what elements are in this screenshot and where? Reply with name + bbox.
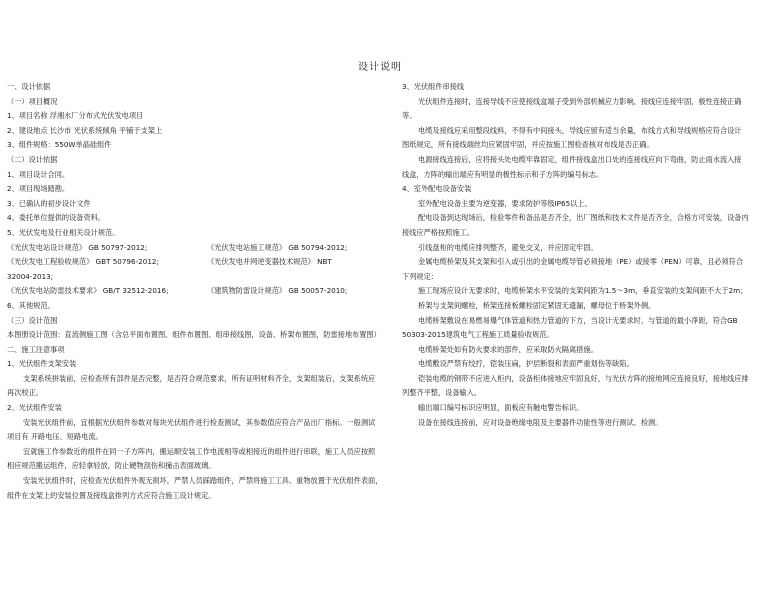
standard-row bbox=[7, 241, 389, 256]
text-line: 6、其他规范。 bbox=[7, 300, 55, 310]
standard-ref: 《建筑物防雷设计规范》 GB 50057-2010; bbox=[207, 286, 348, 296]
text-line: 50303-2015建筑电气工程施工质量验收规范。 bbox=[402, 330, 554, 340]
text-line: 32004-2013; bbox=[7, 271, 54, 281]
text-line: 4、委托单位提供的设备资料。 bbox=[7, 213, 106, 223]
text-line: 相应规范搬运组件，应轻拿轻放，防止硬物刮伤和撞击表面玻璃。 bbox=[7, 461, 216, 471]
text-line: 图纸规定，所有接线端丝均应紧固牢固，并应按施工图检查核对布线是否正确。 bbox=[402, 140, 654, 150]
text-line: 金属电缆桥架及其支架和引入或引出的金属电缆导管必须接地（PE）或接零（PEN）可靠，且必须符合 bbox=[418, 257, 744, 267]
text-line: 电缆敷设严禁有绞拧，铠装压扁，护层断裂和表面严重划伤等缺陷。 bbox=[418, 359, 634, 369]
text-line: 电源接线连接后，应将接头处电缆牢靠固定，组件接线盒出口处的连接线应向下弯曲，防止雨水流入接 bbox=[418, 154, 742, 164]
standard-ref: 《光伏发电站设计规范》 GB 50797-2012; bbox=[7, 242, 148, 252]
standard-ref: 《光伏发电站防雷技术要求》 GB/T 32512-2016; bbox=[7, 286, 169, 296]
text-line: 线盒，方阵的输出端应有明显的极性标示和子方阵的编号标志。 bbox=[402, 169, 604, 179]
text-line: 支架系统拼装前，应检查所有部件是否完整，是否符合规范要求，所有证明材料齐全，支架组装后，支架系统应 bbox=[23, 373, 376, 383]
standard-ref: 《光伏发电工程验收规范》 GBT 50796-2012; bbox=[7, 257, 159, 267]
text-line: （一）项目概况 bbox=[7, 96, 58, 106]
text-line: 3、已确认的初步设计文件 bbox=[7, 198, 91, 208]
text-line: 下列规定： bbox=[402, 271, 438, 281]
text-line: 2、光伏组件安装 bbox=[7, 403, 62, 413]
text-line: 输出端口编号标识应明显，面板应有触电警告标识。 bbox=[418, 403, 584, 413]
text-line: 1、光伏组件支架安装 bbox=[7, 359, 77, 369]
standard-ref: 《光伏发电并网逆变器技术规范》 NBT bbox=[207, 257, 332, 267]
text-line: 光伏组件连接时，连接导线不应使接线盒端子受到外部机械应力影响，接线应连接牢固，极性连接正确 bbox=[418, 96, 742, 106]
text-line: 施工现场应设计无要求时，电缆桥架水平安装的支架间距为1.5～3m，垂直安装的支架间距不大于2m； bbox=[418, 286, 748, 296]
standard-ref: 《光伏发电站施工规范》 GB 50794-2012; bbox=[207, 242, 348, 252]
text-line: 3、光伏组件串接线 bbox=[402, 82, 465, 91]
standard-row bbox=[7, 284, 389, 299]
text-line: 电缆及接线应采用整段线料，不得有中间接头，导线应留有适当余量，布线方式和导线规格应符合设计 bbox=[418, 125, 742, 135]
text-line: 铠装电缆的钢带不应进入柜内，设备柜体接地应牢固良好，与光伏方阵的接地网应连接良好，接地线应排 bbox=[418, 373, 749, 383]
text-line: 设备在接线连接前，应对设备绝缘电阻及主要器件功能性等进行测试、检测。 bbox=[418, 417, 663, 427]
text-line: 1、项目设计合同。 bbox=[7, 169, 70, 179]
text-line: 5、光伏发电及行业相关设计规范。 bbox=[7, 227, 120, 237]
text-line: 等。 bbox=[402, 111, 417, 121]
text-line: 配电设备到达现场后，检验零件和备品是否齐全，出厂图纸和技术文件是否齐全，合格方可安装，设备内 bbox=[418, 213, 749, 223]
standard-row bbox=[7, 255, 389, 270]
text-line: 二、施工注意事项 bbox=[7, 344, 65, 354]
text-line: 安装光伏组件时，应检查光伏组件外观无损坏，严禁人员踩踏组件，严禁将施工工具、重物放置于光伏组件表面， bbox=[23, 476, 383, 486]
right-column bbox=[402, 80, 754, 430]
page-title: 设计说明 bbox=[358, 62, 402, 73]
text-line: 电缆桥架敷设在易燃易爆气体管道和热力管道的下方，当设计无要求时，与管道的最小净距，符合GB bbox=[418, 315, 738, 325]
text-line: 2、建设地点 长沙市 光伏系统倾角 平铺于支架上 bbox=[7, 125, 163, 135]
text-line: 桥架与支架间螺栓，桥架连接板螺栓固定紧固无遗漏，螺母位于桥架外侧。 bbox=[418, 300, 656, 310]
text-line: 1、项目名称 浮湘水厂分布式光伏发电项目 bbox=[7, 111, 144, 121]
text-line: 电缆桥架处如有防火要求的部件，应采取防火隔离措施。 bbox=[418, 344, 598, 354]
text-line: 项目有 开路电压、短路电流。 bbox=[7, 432, 103, 442]
text-line: 2、项目现场踏勘。 bbox=[7, 184, 70, 194]
text-line: 本图册设计范围：直流侧施工图（含总平面布置图、组件布置图、组串接线图，设备、桥架布置图，防雷接地布置图） bbox=[7, 330, 381, 340]
text-line: 安装光伏组件前，宜根据光伏组件参数对每块光伏组件进行检查测试，其参数值应符合产品出厂指标。一般测试 bbox=[23, 417, 376, 427]
text-line: （三）设计范围 bbox=[7, 315, 58, 325]
text-line: 组件在支架上的安装位置及接线盒排列方式应符合施工设计规定。 bbox=[7, 490, 216, 500]
text-line: （二）设计依据 bbox=[7, 154, 58, 164]
text-line: 引线盘柜的电缆应排列整齐，避免交叉，并应固定牢固。 bbox=[418, 242, 598, 252]
text-line: 宜就施工作参数近的组件在同一子方阵内，搬运顺安装工作电流相等或相接近的组件进行串联，施工人员应按照 bbox=[23, 446, 376, 456]
text-line: 室外配电设备主要为逆变器，要求防护等级IP65以上。 bbox=[418, 198, 592, 208]
left-column bbox=[7, 80, 389, 503]
text-line: 一、设计依据 bbox=[7, 82, 51, 91]
text-line: 列整齐平整，设备输入。 bbox=[402, 388, 482, 398]
text-line: 接线应严格按照施工。 bbox=[402, 227, 474, 237]
text-line: 再次校正。 bbox=[7, 388, 43, 398]
text-line: 3、组件规格：550W单晶硅组件 bbox=[7, 140, 112, 150]
text-line: 4、室外配电设备安装 bbox=[402, 184, 472, 194]
